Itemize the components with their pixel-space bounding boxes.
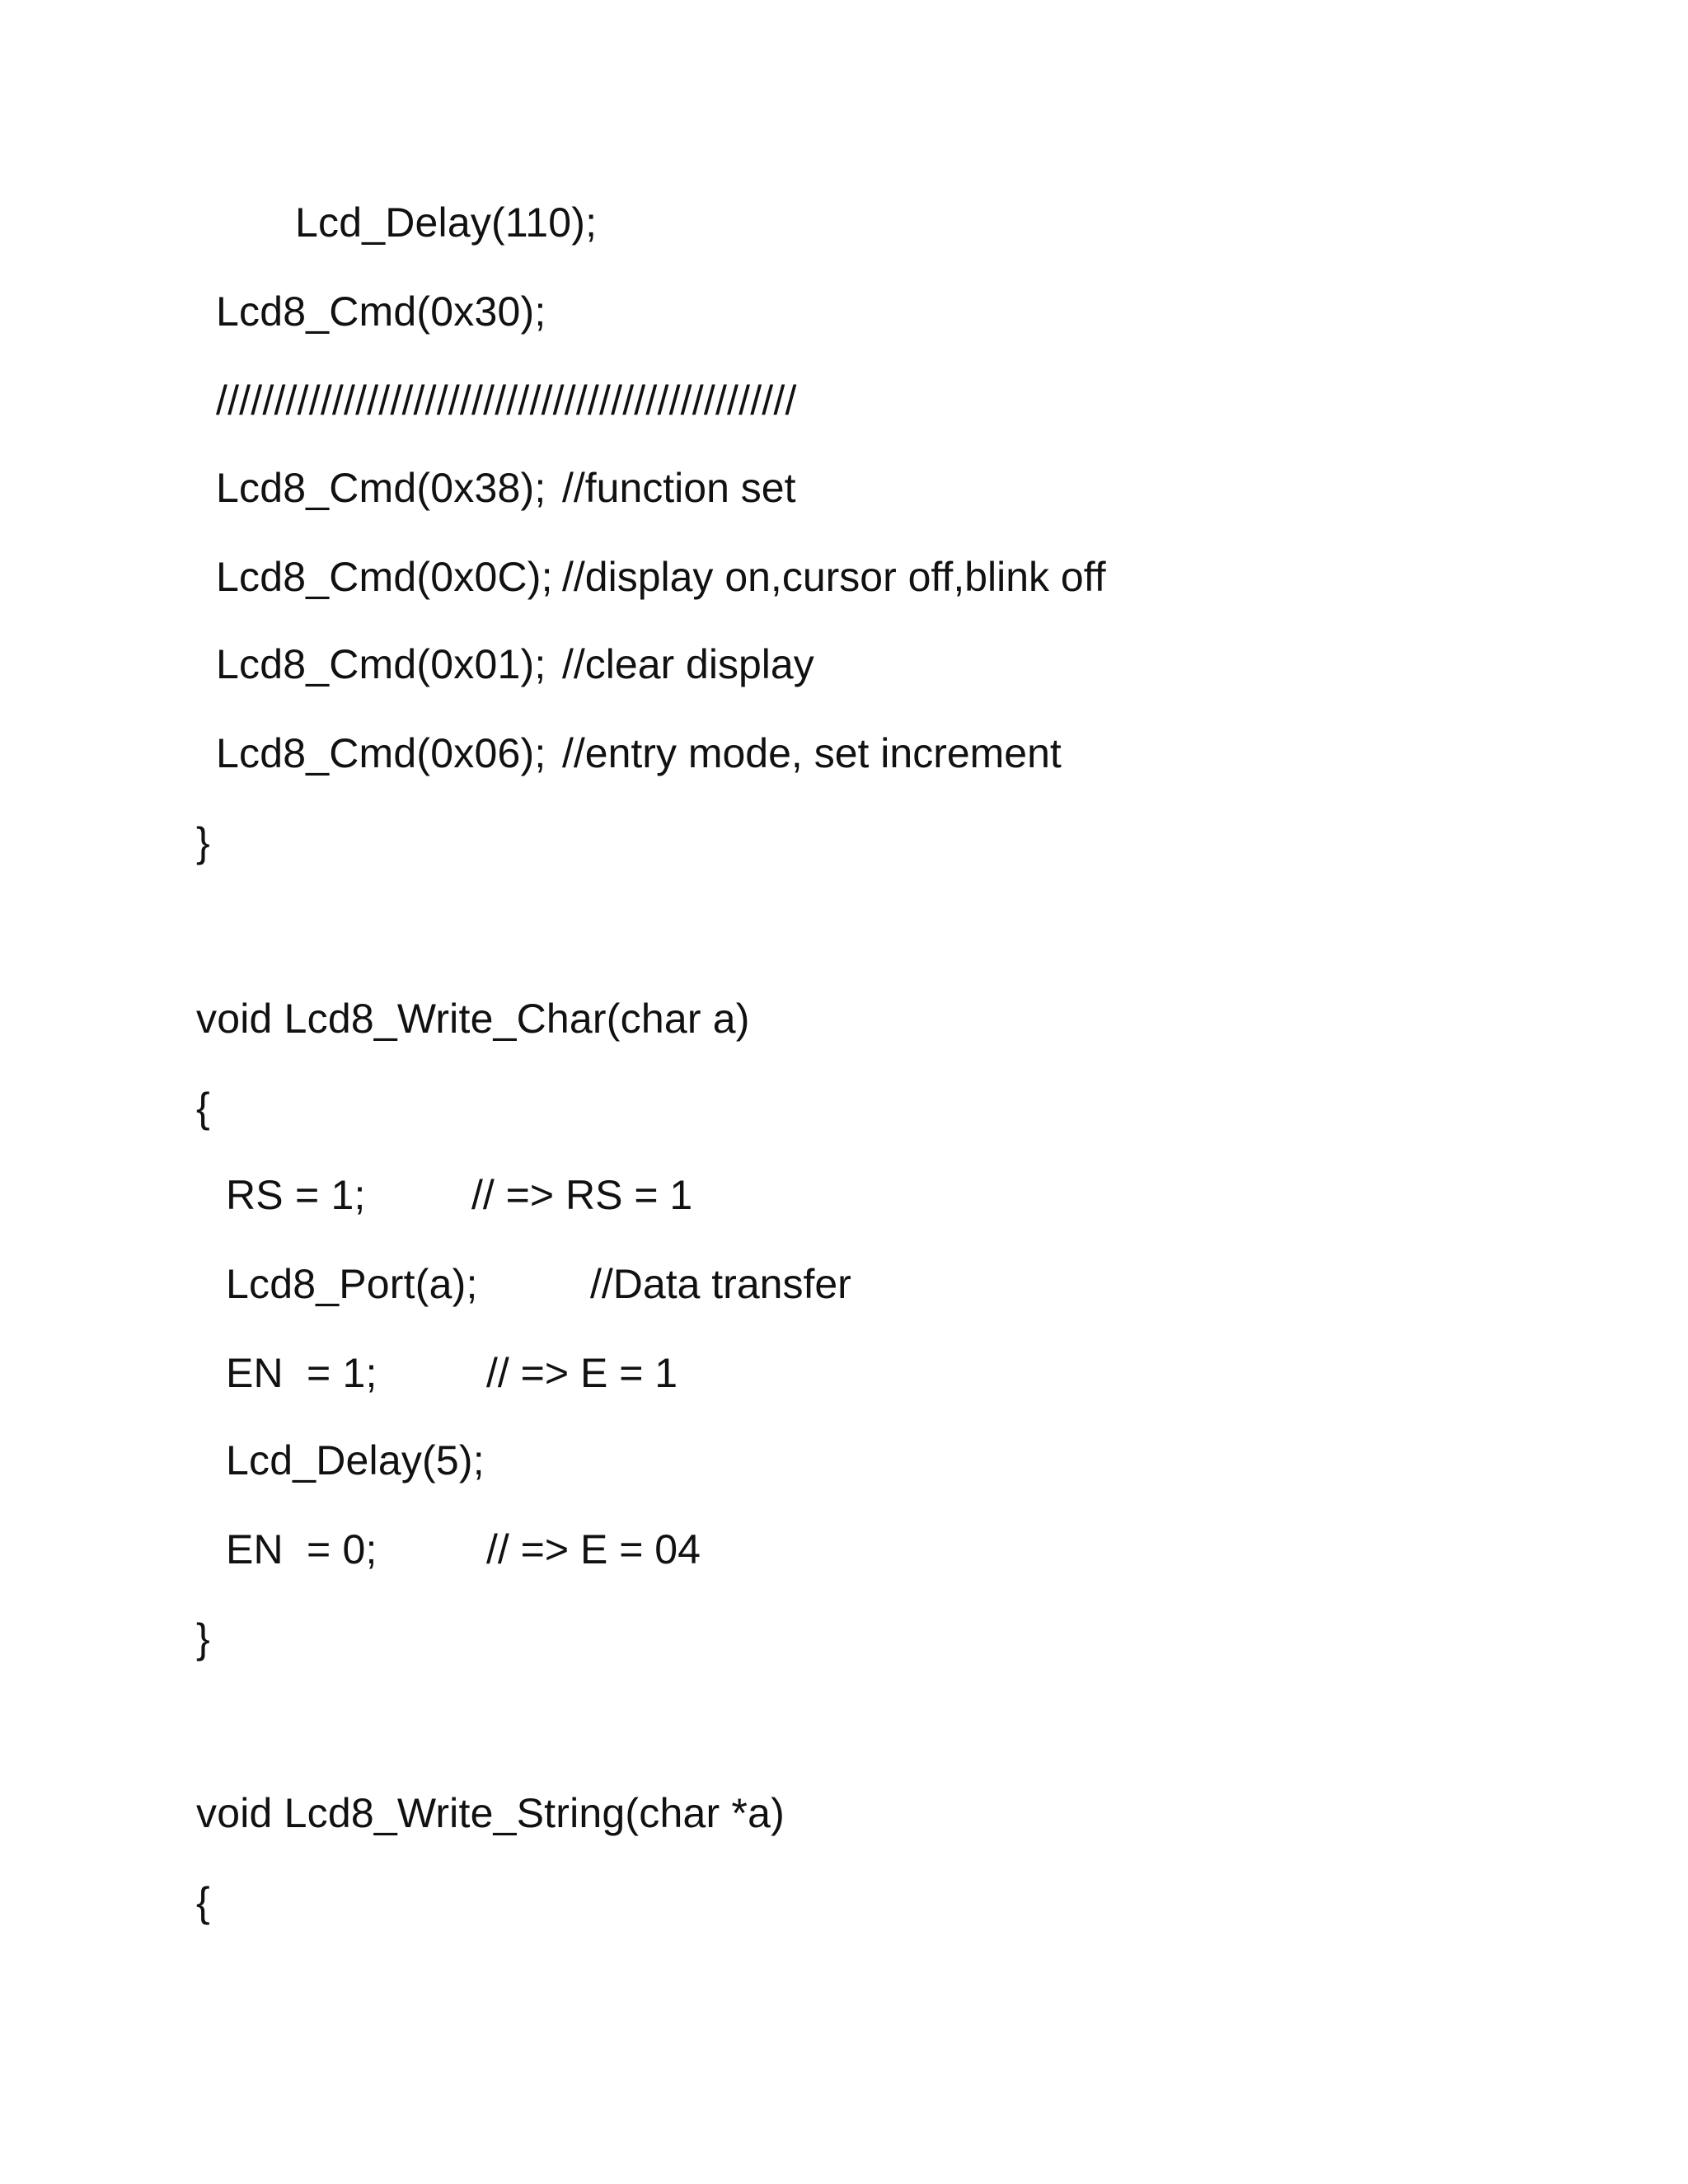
code-line-open-brace-1: { — [196, 1085, 210, 1131]
comment-e-04: // => E = 04 — [486, 1526, 701, 1572]
code-line-cmd-0x06: Lcd8_Cmd(0x06); — [216, 730, 546, 776]
code-line-write-string-signature: void Lcd8_Write_String(char *a) — [196, 1790, 785, 1836]
code-line-en-0: EN = 0; — [226, 1526, 377, 1572]
code-line-en-1: EN = 1; — [226, 1350, 377, 1396]
code-line-write-char-signature: void Lcd8_Write_Char(char a) — [196, 996, 750, 1042]
code-line-cmd-0x38: Lcd8_Cmd(0x38); — [216, 465, 546, 511]
comment-data-transfer: //Data transfer — [590, 1261, 851, 1307]
comment-rs-1: // => RS = 1 — [471, 1172, 693, 1218]
comment-display-on: //display on,cursor off,blink off — [562, 554, 1106, 600]
comment-clear-display: //clear display — [562, 641, 814, 687]
code-line-rs-1: RS = 1; — [226, 1172, 366, 1218]
code-line-lcd-delay-110: Lcd_Delay(110); — [295, 199, 598, 246]
code-line-cmd-0x01: Lcd8_Cmd(0x01); — [216, 641, 546, 687]
code-line-close-brace-1: } — [196, 819, 210, 865]
comment-entry-mode: //entry mode, set increment — [562, 730, 1062, 776]
comment-function-set: //function set — [562, 465, 796, 511]
code-line-cmd-0x30: Lcd8_Cmd(0x30); — [216, 288, 546, 335]
code-line-cmd-0x0c: Lcd8_Cmd(0x0C); — [216, 554, 553, 600]
code-line-close-brace-2: } — [196, 1615, 210, 1661]
code-line-separator: ////////////////////////////////////////////////// — [216, 377, 797, 424]
code-line-open-brace-2: { — [196, 1879, 210, 1925]
comment-e-1: // => E = 1 — [486, 1350, 678, 1396]
code-line-port-a: Lcd8_Port(a); — [226, 1261, 478, 1307]
code-line-lcd-delay-5: Lcd_Delay(5); — [226, 1437, 485, 1483]
